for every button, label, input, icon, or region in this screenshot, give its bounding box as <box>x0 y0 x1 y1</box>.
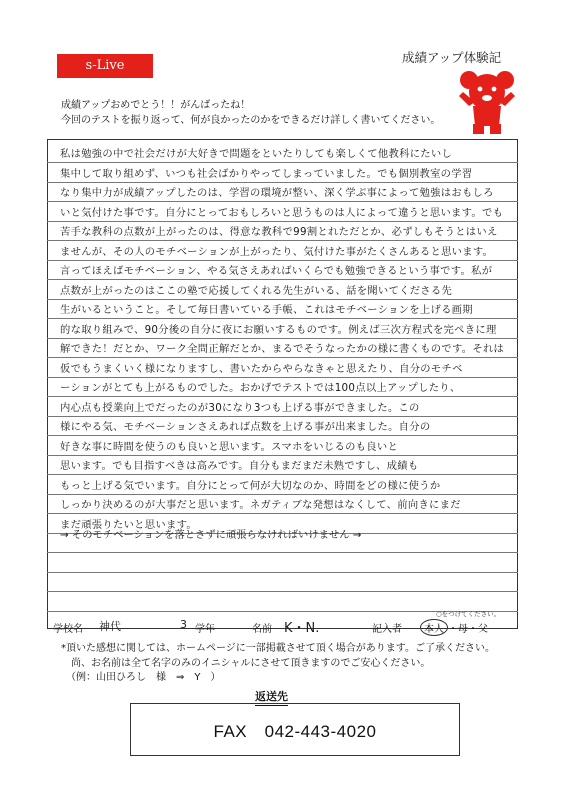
bear-mascot-icon <box>455 68 519 136</box>
ruled-line <box>47 182 518 183</box>
essay-line: しっかり決めるのが大事だと思います。ネガティブな発想はなくして、前向きにまだ <box>60 499 461 511</box>
ruled-line <box>47 572 518 573</box>
page-title: 成績アップ体験記 <box>402 50 502 65</box>
ruled-line <box>47 396 518 397</box>
essay-line: 内心点も授業向上でだったのが30になり3つも上げる事ができました。この <box>60 401 420 414</box>
essay-line: ーションがとても上がるものでした。おかげでテストでは100点以上アップしたり、 <box>60 382 461 394</box>
send-to-label: 返送先 <box>255 688 288 706</box>
grade-value: 3 <box>180 618 187 631</box>
ruled-line <box>47 162 518 163</box>
grade-label: 学年 <box>195 624 215 635</box>
writer-label: 記入者 <box>372 624 402 635</box>
essay-line: 的な取り組みで、90分後の自分に夜にお願いするものです。例えば三次方程式を完ぺきに理 <box>60 323 497 336</box>
ruled-line <box>47 279 518 280</box>
info-fields <box>47 616 518 638</box>
circle-instruction: ○をつけてください。 <box>436 610 501 618</box>
s-live-logo: s-Live <box>57 54 153 78</box>
writer-self-circled: 本人 <box>420 619 448 636</box>
ruled-line <box>47 377 518 378</box>
essay-line: 解できた！だとか、ワーク全問正解だとか、まるでそうなったかの様に書くものです。それは <box>60 343 505 355</box>
ruled-line <box>47 455 518 456</box>
ruled-line <box>47 299 518 300</box>
intro-text <box>61 98 440 128</box>
intro-line: 成績アップおめでとう！！がんばったね！ <box>61 100 251 111</box>
ruled-line <box>47 240 518 241</box>
essay-line: 好きな事に時間を使うのも良いと思います。スマホをいじるのも良いと <box>60 440 399 453</box>
essay-line: 私は勉強の中で社会だけが大好きで問題をといたりしても楽しくて他教科にたいし <box>60 148 453 160</box>
ruled-line <box>47 591 518 592</box>
school-label: 学校名 <box>53 624 83 635</box>
notes <box>61 642 495 686</box>
ruled-line <box>47 416 518 417</box>
ruled-line <box>47 318 518 319</box>
writer-rest: ・母・父 <box>448 624 488 635</box>
name-label: 名前 <box>252 624 272 635</box>
essay-line: 集中して取り組めず、いつも社会ばかりやってしまっていました。でも個別教室の学習 <box>60 167 473 180</box>
ruled-line <box>47 474 518 475</box>
essay-line: 思います。でも目指すべきは高みです。自分もまだまだ未熟ですし、成績も <box>60 460 419 472</box>
essay-line: 言ってほえばモチベーション、やる気さえあればいくらでも勉強できるという事です。私が <box>60 265 493 277</box>
essay-text <box>60 145 512 535</box>
ruled-line <box>47 357 518 358</box>
fax-box <box>130 703 460 756</box>
writer-options <box>420 619 488 636</box>
ruled-line <box>47 260 518 261</box>
essay-line: 苦手な教科の点数が上がったのは、得意な教科で99割とれただとか、必ずしもそうとはいえ <box>60 226 498 238</box>
note-line: *頂いた感想に関しては、ホームページに一部掲載させて頂く場合があります。ご了承ください。 <box>61 643 495 654</box>
essay-line: ませんが、その人のモチベーションが上がったり、気付けた事がたくさんあると思います。 <box>60 245 494 258</box>
note-line: 尚、お名前は全て名字のみのイニシャルにさせて頂きますのでご安心ください。 <box>61 657 431 669</box>
fax-number: FAX 042-443-4020 <box>213 722 377 741</box>
essay-line: いと気付けた事です。自分にとっておもしろいと思うものは人によって違うと思います。でも <box>60 206 504 219</box>
ruled-line <box>47 338 518 339</box>
essay-line: 仮でもうまくいく様になりますし、書いたからやらなきゃと思えたり、自分のモチベ <box>60 362 463 375</box>
essay-line: もっと上げる気でいます。自分にとって何が大切なのか、時間をどの様に使うか <box>60 479 441 492</box>
school-value: 神代 <box>99 620 121 633</box>
essay-line: なり集中力が成績アップしたのは、学習の環境が整い、深く学ぶ事によって勉強はおもしろ <box>60 187 494 199</box>
ruled-line <box>47 201 518 202</box>
ruled-line <box>47 221 518 222</box>
ruled-line <box>47 513 518 514</box>
intro-line: 今回のテストを振り返って、何が良かったのかをできるだけ詳しく書いてください。 <box>61 115 441 126</box>
ruled-line <box>47 435 518 436</box>
ruled-line <box>47 494 518 495</box>
note-line: （例：山田ひろし 様 ⇒ Y ） <box>61 672 221 683</box>
closing-line: → そのモチベーションを落とさずに頑張らなければいけません → <box>60 529 362 541</box>
essay-line: 点数が上がったのはここの塾で応援してくれる先生がいる、話を聞いてくださる先 <box>60 284 453 297</box>
essay-line: まだ頑張りたいと思います。 <box>60 518 197 531</box>
name-value: K・N. <box>284 621 320 636</box>
essay-line: 生がいるということ。そして毎日書いている手帳、これはモチベーションを上げる画期 <box>60 304 473 316</box>
essay-line: 様にやる気、モチベーションさえあれば点数を上げる事が出来ました。自分の <box>60 421 431 433</box>
ruled-line <box>47 552 518 553</box>
